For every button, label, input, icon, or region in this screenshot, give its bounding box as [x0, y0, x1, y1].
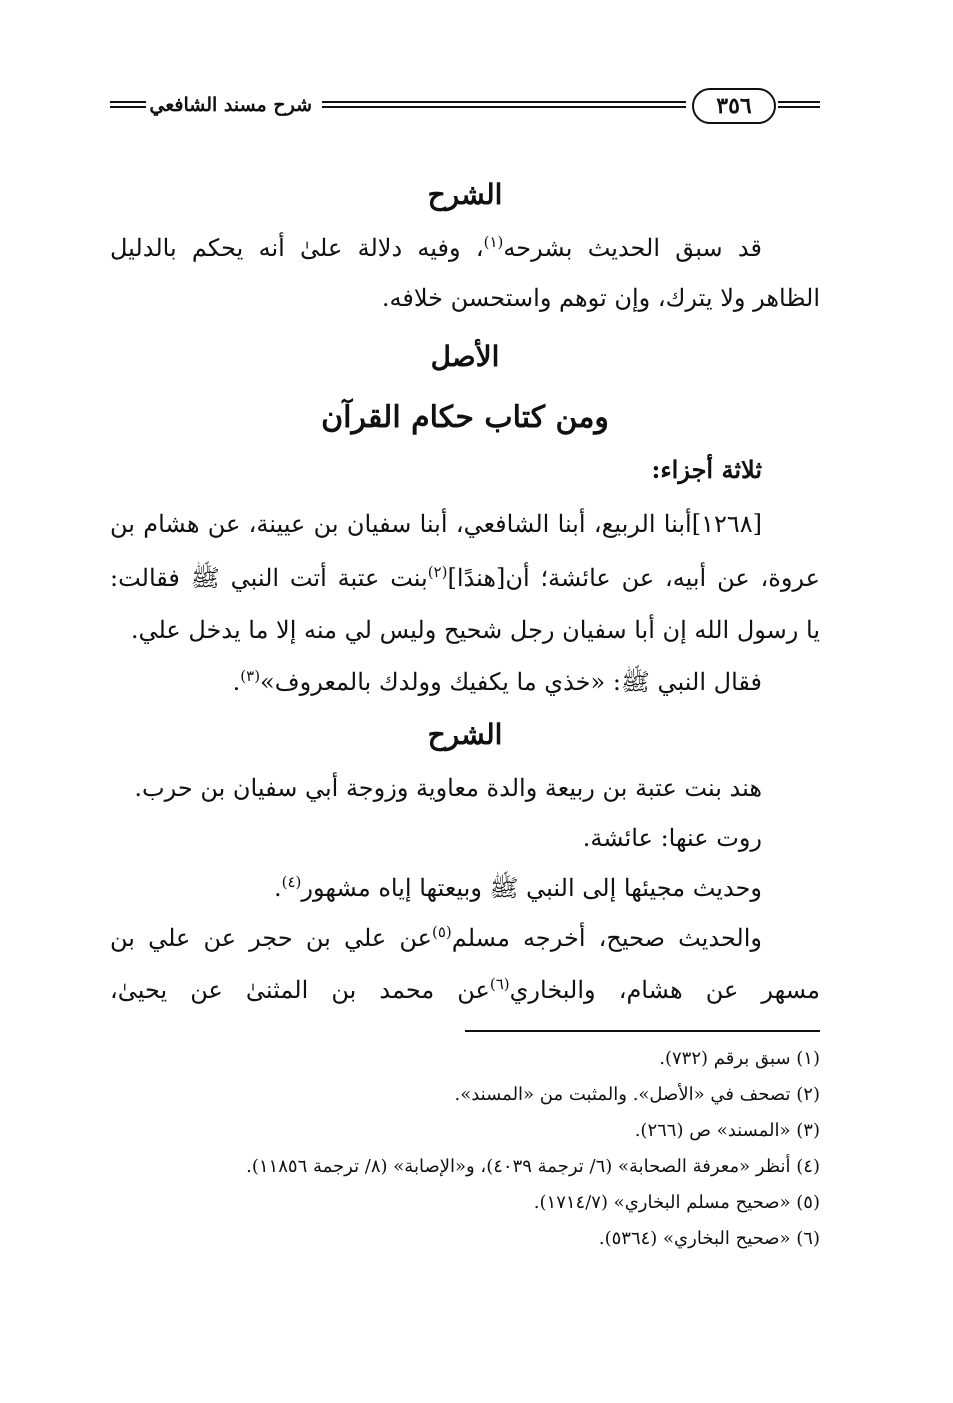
text-span: والحديث صحيح، أخرجه مسلم: [451, 924, 763, 952]
text-span: ، وفيه دلالة علىٰ أنه يحكم بالدليل: [110, 234, 484, 262]
section-heading-sharh: الشرح: [427, 178, 503, 211]
hadith-line: [110, 660, 820, 704]
text-line: [110, 866, 820, 910]
footnote: (٢) تصحف في «الأصل». والمثبت من «المسند».: [454, 1084, 820, 1105]
subheading-line: ثلاثة أجزاء:: [651, 455, 762, 484]
footnote: (٤) أنظر «معرفة الصحابة» (٦/ ترجمة ٤٠٣٩)، و«الإصابة» (٨/ ترجمة ١١٨٥٦).: [246, 1156, 820, 1177]
text-span: .: [232, 668, 241, 696]
footnote-separator: [465, 1030, 820, 1032]
text-line: [110, 916, 820, 960]
footnote-ref: (٥): [431, 923, 452, 941]
text-line: الظاهر ولا يترك، وإن توهم واستحسن خلافه.: [381, 284, 820, 312]
running-header: [110, 88, 820, 128]
footnote-ref: (٤): [281, 873, 302, 891]
text-span: مسهر عن هشام، والبخاري: [509, 976, 820, 1004]
text-span: .: [273, 874, 282, 902]
text-span: قد سبق الحديث بشرحه: [503, 234, 762, 262]
text-span: عن علي بن حجر عن علي بن: [110, 924, 432, 952]
text-span: وحديث مجيئها إلى النبي ﷺ وبيعتها إياه مشهور: [301, 874, 762, 902]
footnote-ref: (٣): [240, 667, 261, 685]
hadith-line: [110, 556, 820, 600]
text-span: فقال النبي ﷺ: «خذي ما يكفيك وولدك بالمعروف»: [260, 668, 762, 696]
hadith-line: يا رسول الله إن أبا سفيان رجل شحيح وليس لي منه إلا ما يدخل علي.: [130, 616, 820, 644]
footnote-ref: (١): [483, 233, 504, 251]
section-heading-asl: الأصل: [430, 340, 500, 373]
text-span: بنت عتبة أتت النبي ﷺ فقالت:: [110, 564, 428, 592]
text-line: روت عنها: عائشة.: [582, 824, 762, 852]
text-line: هند بنت عتبة بن ربيعة والدة معاوية وزوجة أبي سفيان بن حرب.: [134, 774, 762, 802]
chapter-heading: ومن كتاب حكام القرآن: [321, 400, 609, 435]
text-line: [110, 226, 820, 270]
section-heading-sharh: الشرح: [427, 718, 503, 751]
header-title: شرح مسند الشافعي: [149, 94, 312, 116]
hadith-line: [١٢٦٨]أبنا الربيع، أبنا الشافعي، أبنا سفيان بن عيينة، عن هشام بن: [110, 510, 762, 538]
page-number: ٣٥٦: [692, 88, 776, 124]
text-span: عروة، عن أبيه، عن عائشة؛ أن[هندًا]: [447, 564, 820, 592]
footnote: (١) سبق برقم (٧٣٢).: [659, 1048, 820, 1069]
footnote-ref: (٢): [427, 563, 448, 581]
header-rule-right: [778, 101, 820, 108]
text-span: عن محمد بن المثنىٰ عن يحيىٰ،: [110, 976, 490, 1004]
footnote: (٥) «صحيح مسلم البخاري» (١٧١٤/٧).: [533, 1192, 820, 1213]
footnote: (٣) «المسند» ص (٢٦٦).: [634, 1120, 820, 1141]
text-line: [110, 968, 820, 1012]
header-rule-left: [110, 101, 146, 108]
footnote: (٦) «صحيح البخاري» (٥٣٦٤).: [598, 1228, 820, 1249]
footnote-ref: (٦): [489, 975, 510, 993]
header-rule-middle: [322, 101, 686, 108]
